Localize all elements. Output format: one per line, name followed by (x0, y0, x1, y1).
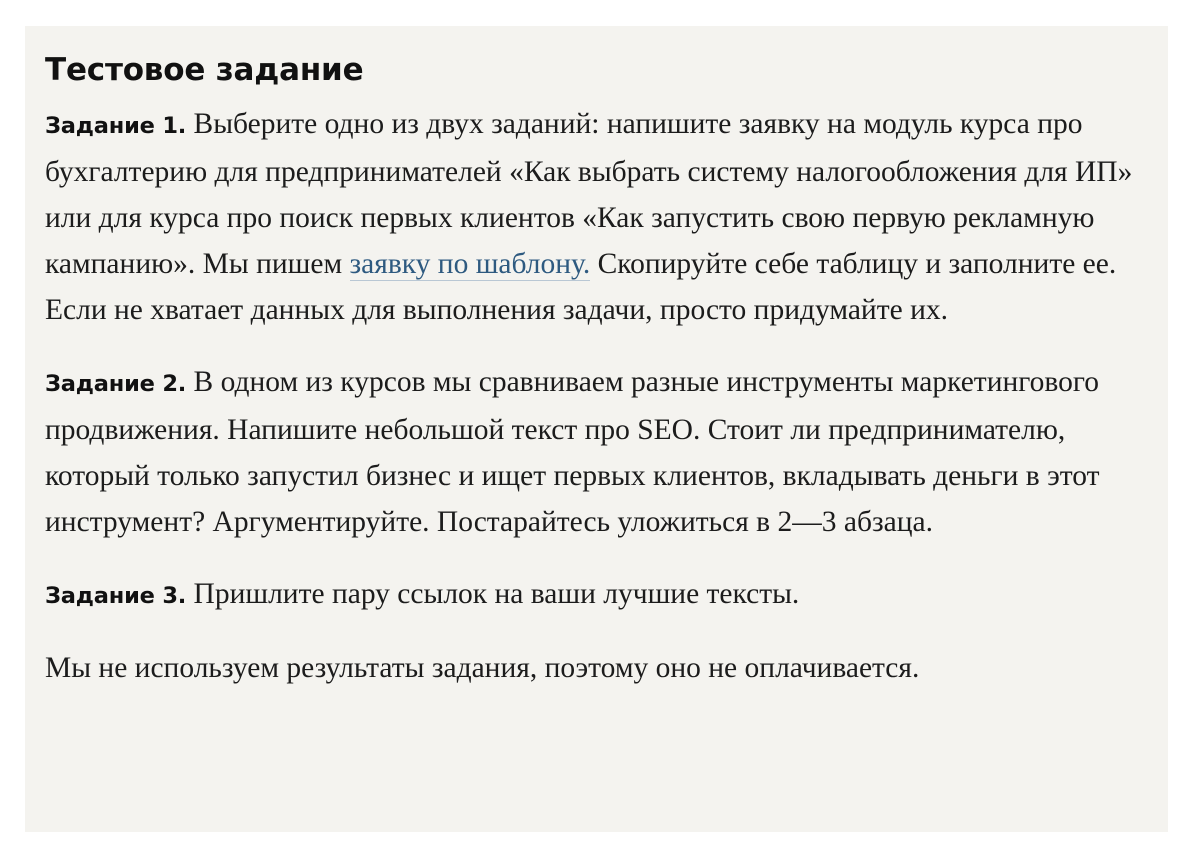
task-1-paragraph (45, 101, 1148, 333)
task-1-label: Задание 1. (45, 113, 187, 139)
task-3-text: Пришлите пару ссылок на ваши лучшие тексты. (186, 578, 800, 610)
task-3-label: Задание 3. (45, 583, 187, 609)
task-1-text-before-link: Выберите одно из двух заданий: напишите заявку на модуль курса про бухгалтерию для предпринимателей «Как выбрать систему налогообложения для ИП» или для курса про поиск первых клиентов «Как запустить свою первую рекламную кампанию». Мы пишем (45, 108, 1133, 280)
payment-note: Мы не используем результаты задания, поэтому оно не оплачивается. (45, 652, 920, 684)
task-1-text-after-link: Скопируйте себе таблицу и заполните ее. Если не хватает данных для выполнения задачи, просто придумайте их. (45, 248, 1117, 326)
test-task-card (25, 26, 1168, 832)
task-2-text: В одном из курсов мы сравниваем разные инструменты маркетингового продвижения. Напишите небольшой текст про SEO. Стоит ли предпринимателю, который только запустил бизнес и ищет первых клиентов, вкладывать деньги в этот инструмент? Аргументируйте. Постарайтесь уложиться в 2—3 абзаца. (45, 366, 1100, 538)
task-3-paragraph (45, 571, 1148, 619)
task-2-paragraph (45, 359, 1148, 545)
template-link[interactable]: заявку по шаблону. (349, 248, 591, 280)
task-2-label: Задание 2. (45, 371, 187, 397)
card-title: Тестовое задание (45, 52, 364, 88)
